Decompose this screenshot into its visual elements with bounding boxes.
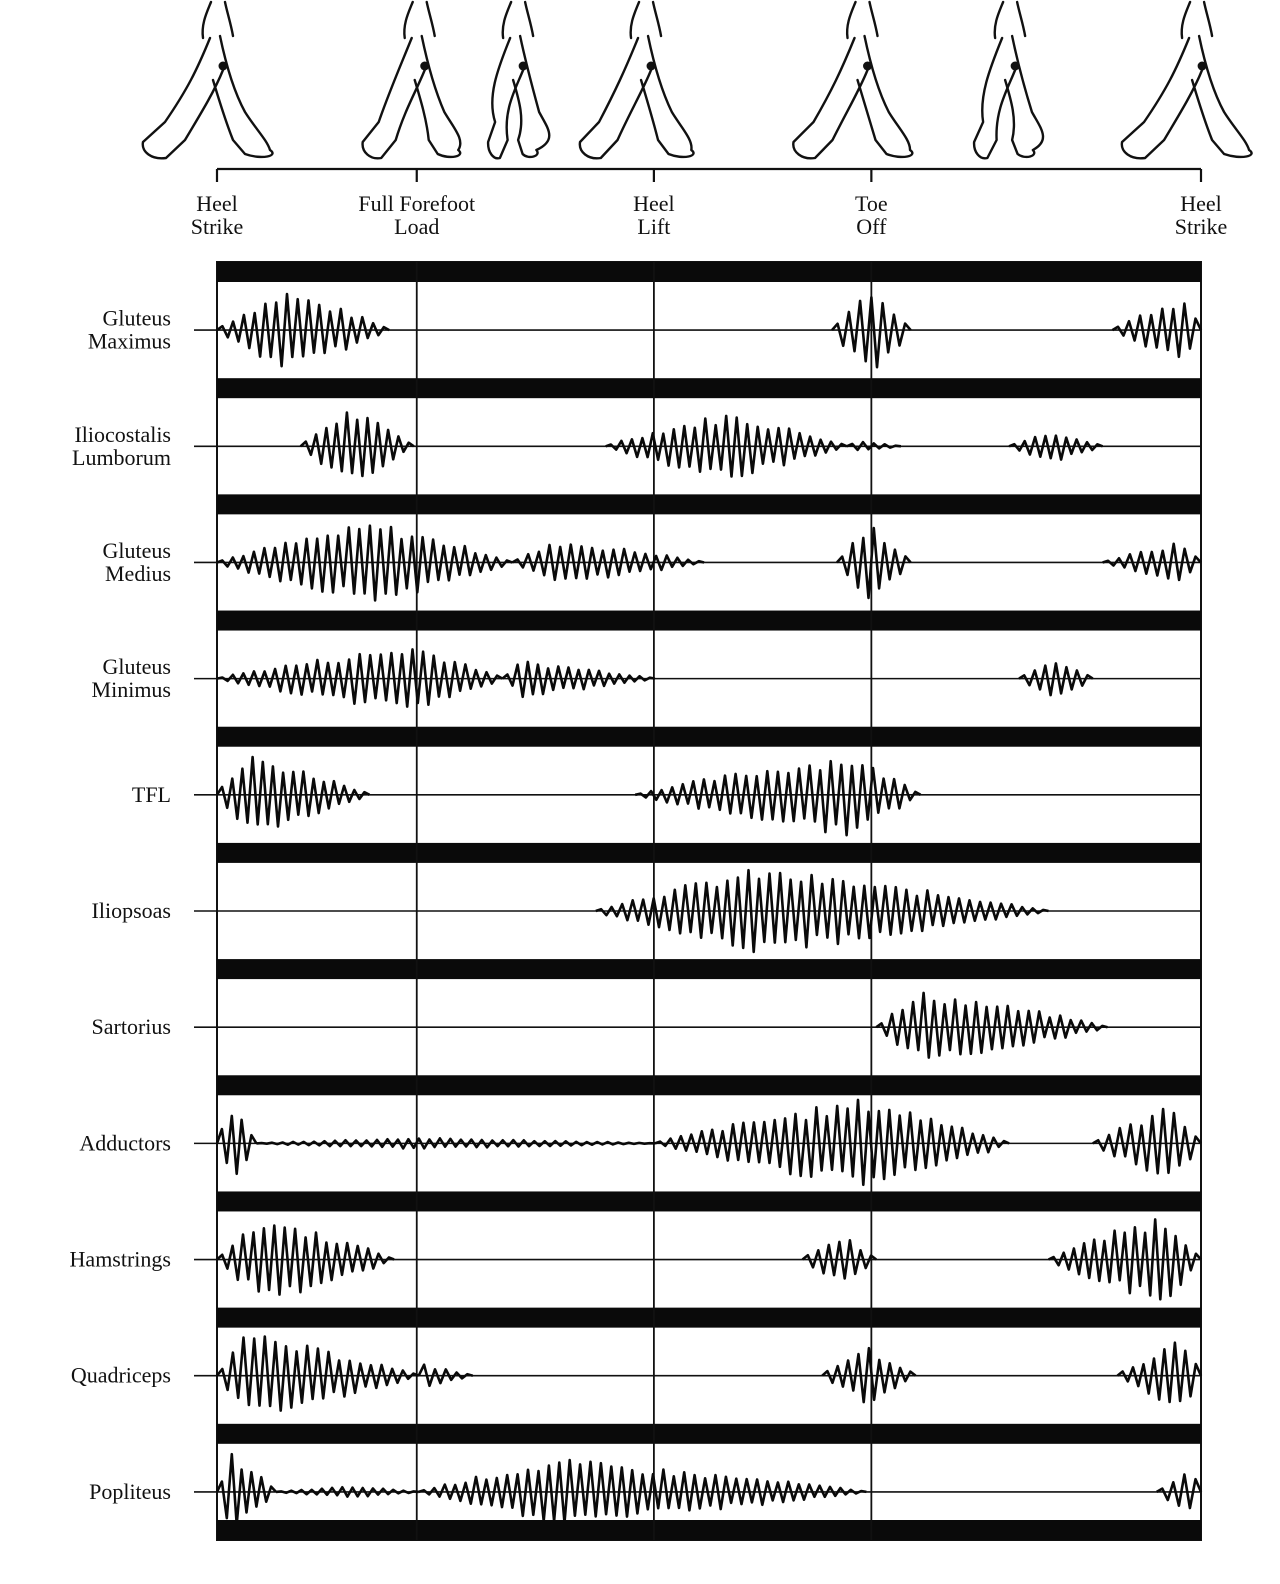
muscle-row-adductors [79,1100,1201,1185]
hip-joint-dot [1198,62,1207,71]
muscle-label-adductors: Adductors [79,1130,171,1156]
muscle-label-sartorius: Sartorius [91,1014,171,1040]
walking-figure [488,2,549,158]
emg-burst [1093,1109,1201,1173]
emg-burst [1009,436,1103,460]
emg-burst [876,993,1107,1058]
emg-panel [70,262,1201,1540]
emg-burst [217,1116,256,1174]
muscle-label-quadriceps: Quadriceps [70,1362,171,1388]
hip-joint-dot [420,62,429,71]
row-separator-bar [217,1520,1201,1540]
gait-timeline [191,169,1228,239]
gait-figures [143,2,1252,158]
row-separator-bar [217,611,1201,631]
muscle-row-iliocostalis-lumborum [72,413,1201,477]
row-separator-bar [217,843,1201,863]
muscle-label-tfl: TFL [131,781,171,807]
phase-label-heel-strike-2: Heel Strike [1174,191,1228,239]
muscle-label-iliopsoas: Iliopsoas [91,898,171,923]
emg-burst [655,1100,1009,1185]
emg-burst [1117,1343,1201,1402]
muscle-row-gluteus-minimus [92,649,1201,706]
muscle-label-gluteus-medius: Gluteus Medius [102,537,171,586]
emg-burst [217,1454,276,1524]
emg-burst [301,413,414,477]
muscle-label-iliocostalis-lumborum: Iliocostalis Lumborum [72,421,171,470]
hip-joint-dot [647,62,656,71]
emg-burst [217,757,370,827]
muscle-row-iliopsoas [92,870,1201,952]
row-separator-bar [217,378,1201,398]
row-separator-bar [217,1191,1201,1211]
phase-label-toe-off: Toe Off [855,191,888,239]
walking-figure [974,2,1043,158]
muscle-row-hamstrings [70,1219,1201,1299]
walking-figure [580,2,694,158]
hip-joint-dot [219,62,228,71]
phase-label-full-forefoot-load: Full Forefoot Load [358,191,476,239]
hip-joint-dot [1011,62,1020,71]
muscle-row-tfl [132,757,1201,835]
muscle-row-sartorius [92,993,1201,1058]
muscle-label-hamstrings: Hamstrings [69,1246,171,1272]
muscle-label-gluteus-minimus: Gluteus Minimus [91,654,171,703]
emg-burst [635,761,920,835]
muscle-label-gluteus-maximus: Gluteus Maximus [87,305,171,354]
row-separator-bar [217,959,1201,979]
row-separator-bar [217,494,1201,514]
walking-figure [363,2,461,158]
row-separator-bar [217,1424,1201,1444]
walking-figure [793,2,912,158]
muscle-row-quadriceps [71,1337,1201,1411]
walking-figure [143,2,273,158]
walking-figure [1122,2,1252,158]
hip-joint-dot [519,62,528,71]
muscle-row-popliteus [89,1454,1201,1524]
phase-label-heel-strike-1: Heel Strike [190,191,244,239]
emg-burst [217,1337,419,1411]
phase-label-heel-lift: Heel Lift [633,191,675,239]
muscle-row-gluteus-maximus [88,294,1201,367]
hip-joint-dot [863,62,872,71]
row-separator-bar [217,1308,1201,1328]
muscle-label-popliteus: Popliteus [89,1478,171,1504]
row-separator-bar [217,262,1201,282]
row-separator-bar [217,1075,1201,1095]
row-separator-bar [217,727,1201,747]
muscle-row-gluteus-medius [103,526,1201,601]
